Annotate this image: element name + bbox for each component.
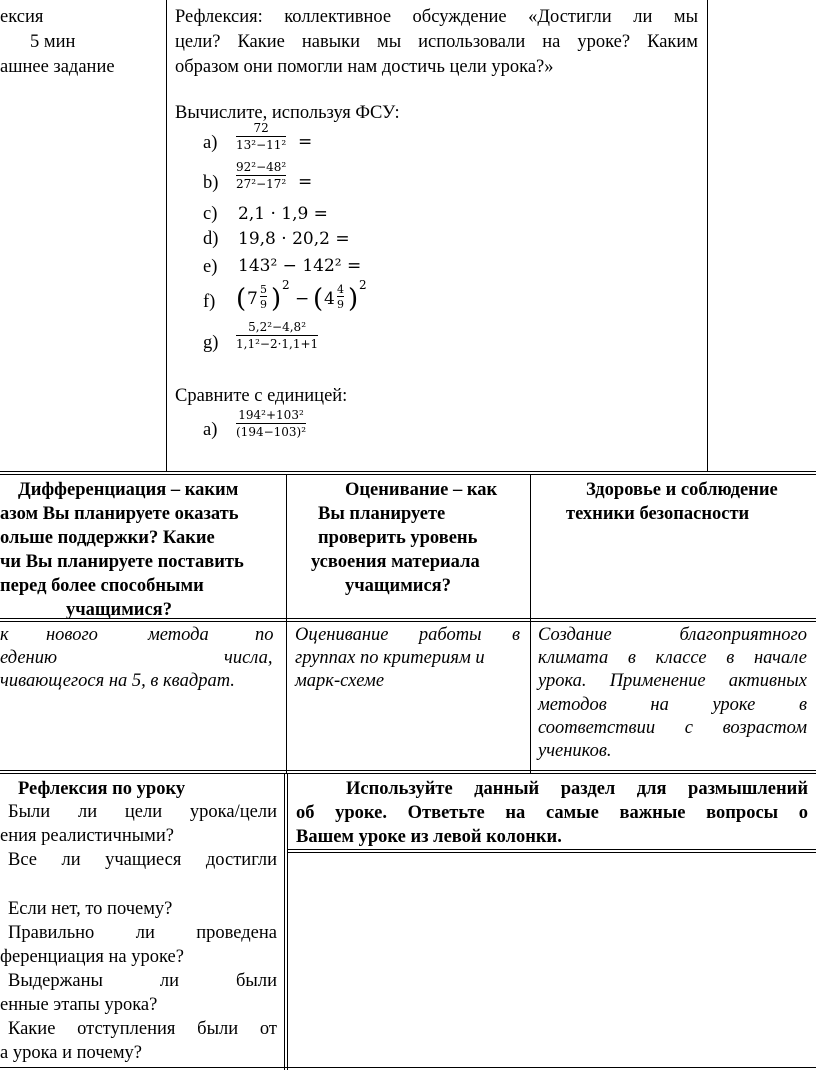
fraction-denominator: 1,1²−2·1,1+1	[236, 337, 319, 351]
fraction	[236, 121, 286, 153]
word: едению	[0, 648, 58, 668]
grid-line	[287, 852, 816, 853]
word: числа,	[224, 648, 273, 668]
word: по	[255, 625, 274, 645]
item-label: g)	[203, 333, 219, 353]
reflection-note-line: Используйте данный раздел для размышлений	[346, 779, 808, 799]
reflection-line: Рефлексия: коллективное обсуждение «Достигли ли мы	[175, 7, 698, 27]
expression: 19,8 · 20,2 =	[238, 229, 350, 249]
diff-header-line: азом Вы планируете оказать	[0, 504, 239, 524]
item-label: d)	[203, 229, 219, 249]
reflection-question-line: Какие отступления были от	[8, 1019, 277, 1039]
assess-content-line: марк-схеме	[295, 671, 385, 691]
grid-line	[0, 471, 816, 472]
grid-line	[0, 773, 816, 774]
assess-content-line: группах по критериям и	[295, 648, 485, 668]
fraction-denominator: 13²−11²	[236, 138, 287, 152]
reflection-note-line: Вашем уроке из левой колонки.	[296, 827, 562, 847]
grid-line	[530, 474, 531, 773]
stage-label: ексия	[0, 7, 44, 27]
health-content-line: учеников.	[538, 741, 612, 761]
diff-content-line: чивающегося на 5, в квадрат.	[0, 671, 235, 691]
fraction	[236, 408, 306, 440]
fraction	[337, 283, 344, 311]
item-label: b)	[203, 173, 219, 193]
reflection-question-line: Все ли учащиеся достигли	[8, 850, 277, 870]
reflection-question-line: Если нет, то почему?	[8, 899, 173, 919]
health-content-line: урока. Применение активных	[538, 671, 807, 691]
whole-part: 7	[247, 289, 258, 309]
expression: 2,1 · 1,9 =	[238, 204, 328, 224]
reflection-question-line: ференциация на уроке?	[0, 947, 184, 967]
item-label: f)	[203, 292, 216, 312]
mixed-number-expression: ( 7 $\frac{5}{9}$ ) 2 − ( 4 $\frac{4}{9}$ ) 2	[236, 278, 367, 314]
assess-content-line: Оценивание работы в	[295, 625, 520, 645]
health-header-line: техники безопасности	[566, 504, 750, 524]
grid-line	[284, 773, 285, 1070]
grid-line	[287, 849, 816, 850]
assess-header-line: проверить уровень	[318, 528, 478, 548]
fraction-numerator: 5	[260, 283, 267, 296]
item-label: c)	[203, 204, 218, 224]
assess-header-line: учащимися?	[345, 576, 451, 596]
grid-line	[0, 474, 816, 475]
fraction	[236, 320, 318, 352]
health-content-line: климата в классе в начале	[538, 648, 807, 668]
diff-header-line: Дифференциация – каким	[18, 480, 239, 500]
fraction-numerator: 5,2²−4,8²	[248, 320, 306, 334]
word: нового	[46, 625, 98, 645]
equals-sign: =	[298, 172, 313, 192]
reflection-question-line: ения реалистичными?	[0, 826, 174, 846]
grid-line	[0, 1067, 816, 1068]
grid-line	[287, 773, 288, 1070]
diff-header-line: чи Вы планируете поставить	[0, 552, 244, 572]
fraction-numerator: 4	[337, 283, 344, 296]
word: метода	[148, 625, 209, 645]
item-label: a)	[203, 133, 218, 153]
diff-header-line: учащимися?	[66, 600, 172, 620]
grid-line	[707, 0, 708, 472]
reflection-question-line: Были ли цели урока/цели	[8, 802, 277, 822]
equals-sign: =	[298, 132, 313, 152]
item-label: e)	[203, 257, 218, 277]
reflection-line: цели? Какие навыки мы использовали на уроке? Каким	[175, 32, 698, 52]
item-label: a)	[203, 420, 218, 440]
assess-header-line: Вы планируете	[318, 504, 446, 524]
grid-line	[0, 770, 816, 771]
diff-header-line: перед более способными	[0, 576, 204, 596]
reflection-line: образом они помогли нам достичь цели урока?»	[175, 57, 554, 77]
exponent: 2	[282, 278, 290, 292]
task-intro: Вычислите, используя ФСУ:	[175, 103, 400, 123]
fraction	[260, 283, 267, 311]
fraction	[236, 160, 286, 192]
fraction-numerator: 92²−48²	[236, 160, 287, 174]
fraction-denominator: 9	[260, 298, 267, 311]
reflection-question-line: енные этапы урока?	[0, 995, 158, 1015]
assess-header-line: усвоения материала	[311, 552, 480, 572]
fraction-numerator: 194²+103²	[238, 408, 304, 422]
fraction-denominator: (194−103)²	[236, 425, 307, 439]
health-content-line: соответствии с возрастом	[538, 718, 807, 738]
lesson-reflection-title: Рефлексия по уроку	[18, 779, 186, 799]
reflection-note-line: об уроке. Ответьте на самые важные вопросы о	[296, 803, 808, 823]
assess-header-line: Оценивание – как	[345, 480, 498, 500]
stage-time: 5 мин	[30, 32, 76, 52]
exponent: 2	[359, 278, 367, 292]
fraction-denominator: 9	[337, 298, 344, 311]
word: к	[0, 625, 9, 645]
whole-part: 4	[324, 289, 335, 309]
minus-sign: −	[295, 289, 310, 309]
diff-header-line: ольше поддержки? Какие	[0, 528, 215, 548]
health-content-line: Создание благоприятного	[538, 625, 807, 645]
reflection-question-line: а урока и почему?	[0, 1043, 143, 1063]
fraction-numerator: 72	[253, 121, 269, 135]
reflection-question-line: Правильно ли проведена	[8, 923, 277, 943]
homework-label: ашнее задание	[0, 57, 115, 77]
health-header-line: Здоровье и соблюдение	[586, 480, 778, 500]
expression: 143² − 142² =	[238, 256, 362, 276]
fraction-denominator: 27²−17²	[236, 177, 287, 191]
grid-line	[286, 474, 287, 773]
compare-intro: Сравните с единицей:	[175, 386, 348, 406]
reflection-question-line: Выдержаны ли были	[8, 971, 277, 991]
health-content-line: методов на уроке в	[538, 695, 807, 715]
grid-line	[166, 0, 167, 472]
